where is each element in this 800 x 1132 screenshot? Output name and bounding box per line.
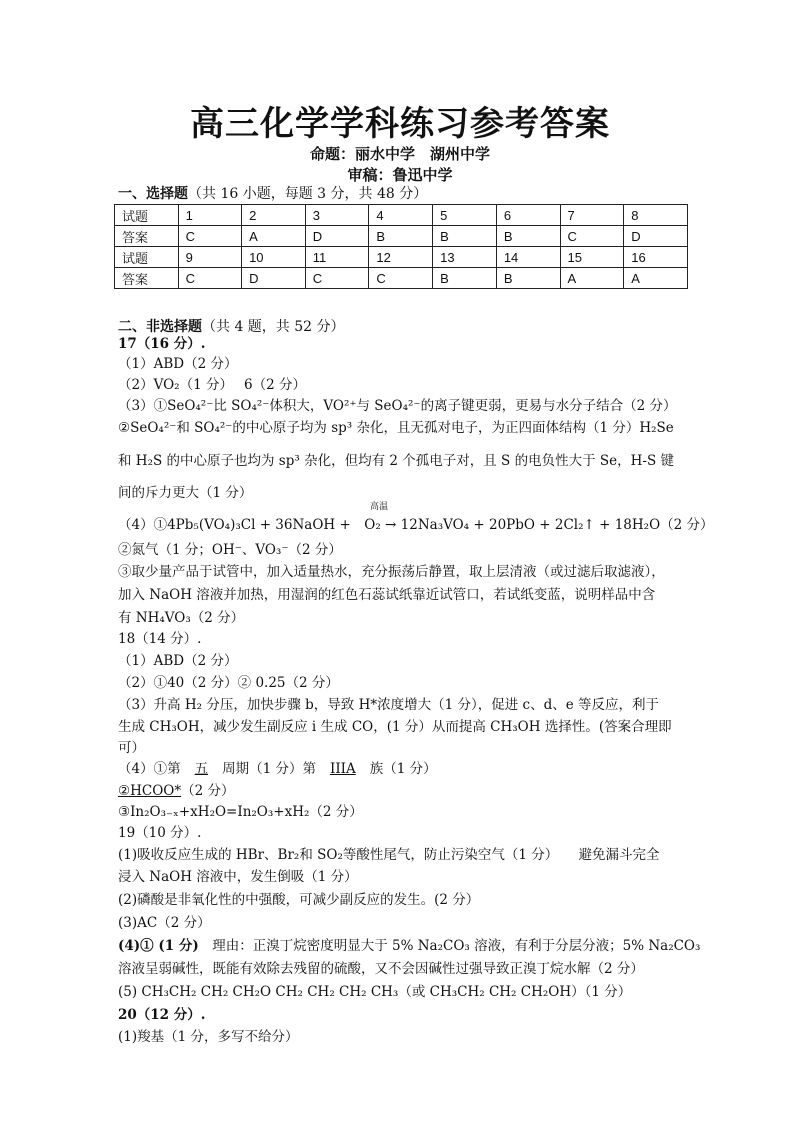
table-cell: 8: [624, 205, 688, 226]
section1-heading: [118, 183, 427, 203]
table-cell: 12: [369, 247, 433, 268]
section2-heading: [118, 316, 345, 336]
q18-part4c: ③In₂O₃₋ₓ+xH₂O=In₂O₃+xH₂（2 分）: [118, 804, 363, 820]
table-cell: B: [496, 268, 560, 289]
q17-part4c: ③取少量产品于试管中，加入适量热水，充分振荡后静置，取上层清液（或过滤后取滤液），: [118, 564, 665, 580]
reaction-condition: 高温: [370, 502, 389, 512]
table-row: [115, 247, 688, 268]
table-cell: C: [369, 268, 433, 289]
table-cell: D: [624, 226, 688, 247]
q18-part4: [118, 760, 690, 779]
q19-part5: (5) CH₃CH₂ CH₂ CH₂O CH₂ CH₂ CH₂ CH₃（或 CH₃CH₂ CH₂ CH₂OH）（1 分）: [118, 984, 632, 1000]
q18-part3: （3）升高 H₂ 分压，加快步骤 b，导致 H*浓度增大（1 分），促进 c、d、e 等反应，利于: [118, 697, 660, 713]
table-cell: 14: [496, 247, 560, 268]
table-row-header: 试题: [115, 247, 179, 268]
table-row: [115, 226, 688, 247]
q18-hcoo-answer: ②HCOO*: [118, 783, 182, 799]
q17-part3d: 间的斥力更大（1 分）: [118, 485, 253, 501]
table-cell: D: [305, 226, 369, 247]
q18-heading: 18（14 分）.: [118, 631, 202, 647]
q18-part4-end: 族（1 分）: [369, 761, 437, 777]
q19-heading: 19（10 分）.: [118, 825, 202, 841]
q19-part1b: 浸入 NaOH 溶液中，发生倒吸（1 分）: [118, 869, 358, 885]
q17-part1: （1）ABD（2 分）: [118, 356, 238, 372]
table-cell: 16: [624, 247, 688, 268]
q18-part3b: 生成 CH₃OH，减少发生副反应 i 生成 CO，(1 分）从而提高 CH₃OH 选择性。(答案合理即: [118, 719, 672, 735]
table-cell: 5: [433, 205, 497, 226]
section2-desc: （共 4 题，共 52 分）: [202, 319, 345, 335]
q19-part4b: 溶液呈弱碱性，既能有效除去残留的硫酸，又不会因碱性过强导致正溴丁烷水解（2 分）: [118, 961, 644, 977]
q17-part3b: ②SeO₄²⁻和 SO₄²⁻的中心原子均为 sp³ 杂化，且无孤对电子，为正四面体结构（1 分）H₂Se: [118, 420, 674, 436]
table-cell: B: [496, 226, 560, 247]
proposer-line: 命题：丽水中学 湖州中学: [309, 145, 490, 163]
q19-part2: (2)磷酸是非氧化性的中强酸，可减少副反应的发生。(2 分）: [118, 892, 480, 908]
table-cell: 11: [305, 247, 369, 268]
q18-part2: （2）①40（2 分）② 0.25（2 分）: [118, 675, 339, 691]
table-cell: C: [305, 268, 369, 289]
q17-part4b: ②氮气（1 分；OH⁻、VO₃⁻（2 分）: [118, 542, 342, 558]
table-cell: B: [433, 226, 497, 247]
q19-part4-label: (4)① (1 分): [118, 938, 199, 954]
q18-part4-mid: 周期（1 分）第: [222, 761, 316, 777]
q18-group-answer: IIIA: [329, 761, 356, 777]
table-cell: 9: [178, 247, 241, 268]
table-cell: 6: [496, 205, 560, 226]
table-cell: A: [624, 268, 688, 289]
table-row-header: 答案: [115, 268, 179, 289]
table-cell: 3: [305, 205, 369, 226]
q17-part4e: 有 NH₄VO₃（2 分）: [118, 610, 245, 626]
q17-part4d: 加入 NaOH 溶液并加热，用湿润的红色石蕊试纸靠近试管口，若试纸变蓝，说明样品中含: [118, 587, 656, 603]
section1-label: 一、选择题: [118, 186, 188, 202]
q18-part3c: 可）: [118, 740, 145, 756]
page-title: 高三化学学科练习参考答案: [190, 104, 610, 144]
table-cell: D: [242, 268, 306, 289]
table-row-header: 试题: [115, 205, 179, 226]
table-row-header: 答案: [115, 226, 179, 247]
q19-part4-reason: 理由：正溴丁烷密度明显大于 5% Na₂CO₃ 溶液，有利于分层分液；5% Na₂CO₃: [198, 938, 701, 954]
q18-period-answer: 五: [194, 761, 209, 777]
q18-part4b-score: （2 分）: [181, 783, 235, 799]
q17-part3c: 和 H₂S 的中心原子也均为 sp³ 杂化，但均有 2 个孤电子对，且 S 的电负性大于 Se，H-S 键: [118, 453, 674, 469]
q20-heading: 20（12 分）.: [118, 1007, 206, 1023]
table-cell: 13: [433, 247, 497, 268]
q18-part4b: [118, 782, 690, 801]
q20-part1: (1)羧基（1 分，多写不给分）: [118, 1029, 299, 1045]
q17-heading: 17（16 分）.: [118, 336, 206, 352]
table-cell: B: [369, 226, 433, 247]
table-cell: A: [560, 268, 624, 289]
table-row: [115, 268, 688, 289]
table-cell: 7: [560, 205, 624, 226]
section2-label: 二、非选择题: [118, 319, 202, 335]
q19-part1: (1)吸收反应生成的 HBr、Br₂和 SO₂等酸性尾气，防止污染空气（1 分） 避免漏斗完全: [118, 847, 660, 863]
q17-part3: （3）①SeO₄²⁻比 SO₄²⁻体积大，VO²⁺与 SeO₄²⁻的离子键更弱，更易与水分子结合（2 分）: [118, 398, 677, 414]
table-cell: 15: [560, 247, 624, 268]
table-row: [115, 205, 688, 226]
table-cell: 2: [242, 205, 306, 226]
table-cell: B: [433, 268, 497, 289]
table-cell: C: [560, 226, 624, 247]
q17-part2: （2）VO₂（1 分） 6（2 分）: [118, 377, 306, 393]
q19-part4: [118, 937, 701, 956]
table-cell: C: [178, 226, 241, 247]
q19-part3: (3)AC（2 分）: [118, 915, 211, 931]
table-cell: 4: [369, 205, 433, 226]
table-cell: A: [242, 226, 306, 247]
table-cell: C: [178, 268, 241, 289]
answer-table: [114, 204, 688, 289]
table-cell: 1: [178, 205, 241, 226]
q17-part4: （4）①4Pb₅(VO₄)₃Cl + 36NaOH + O₂ → 12Na₃VO₄ + 20PbO + 2Cl₂↑ + 18H₂O（2 分）: [118, 517, 714, 533]
q18-part4-pre: （4）①第: [118, 761, 181, 777]
q18-part1: （1）ABD（2 分）: [118, 653, 238, 669]
table-cell: 10: [242, 247, 306, 268]
reviewer-line: 审稿：鲁迅中学: [347, 166, 453, 184]
section1-desc: （共 16 小题，每题 3 分，共 48 分）: [188, 186, 428, 202]
